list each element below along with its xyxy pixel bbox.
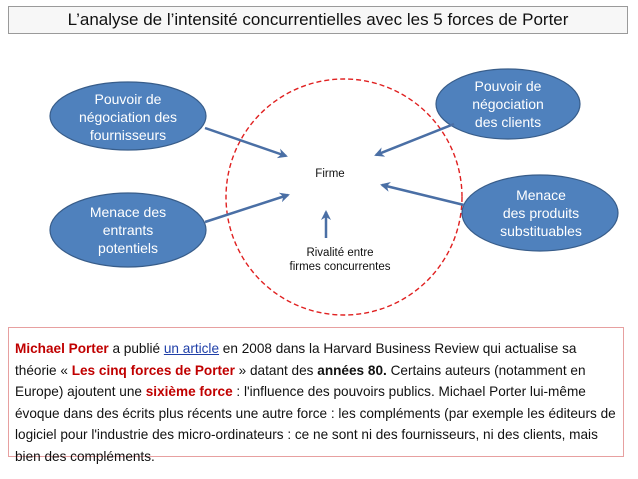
label-substituts (474, 184, 608, 242)
label-substituts-line3: substituables (500, 223, 582, 239)
text-segment-10: : l'influence des pouvoirs publics. Michael Porter lui-même évoque dans des écrits plus récents une autre force : les compléments (par exemple les éditeurs de logiciel pour l'industrie des micro-ordinateurs : ce ne sont ni des fournisseurs, ni des clients, mais bien des compléments. (15, 384, 616, 464)
rivalite-label (270, 246, 410, 274)
arrow-fournisseurs (205, 128, 286, 156)
arrow-substituts (382, 185, 464, 205)
firme-label: Firme (315, 168, 345, 180)
text-segment-4: en 2008 dans la Harvard Business Review qui actualise sa théorie « (15, 341, 577, 378)
label-clients-line3: des clients (474, 114, 542, 130)
rivalite-line1: Rivalité entre (306, 247, 374, 259)
label-fournisseurs-line2: négociation des (78, 109, 178, 125)
label-entrants (60, 201, 196, 259)
label-substituts-line2: des produits (502, 205, 580, 221)
label-fournisseurs-line1: Pouvoir de (94, 91, 162, 107)
label-fournisseurs-line3: fournisseurs (89, 127, 167, 143)
porter-note-box (8, 327, 624, 464)
label-entrants-line1: Menace des (89, 204, 167, 220)
text-segment-8: Certains auteurs (notamment en Europe) ajoutent une (15, 362, 586, 399)
label-clients (444, 75, 572, 133)
article-link[interactable]: un article (163, 341, 220, 356)
annees-80: années 80. (317, 362, 387, 378)
arrow-entrants (205, 195, 288, 222)
rivalite-line2: firmes concurrentes (289, 261, 391, 273)
title-text: L’analyse de l’intensité concurrentielles avec les 5 forces de Porter (67, 10, 569, 29)
label-clients-line1: Pouvoir de (474, 78, 542, 94)
sixieme-force: sixième force (145, 384, 233, 399)
five-forces-term: Les cinq forces de Porter (71, 362, 235, 378)
porter-name: Michael Porter (15, 341, 109, 356)
text-segment-6: » datant des (234, 362, 318, 378)
label-entrants-line3: potentiels (98, 240, 158, 256)
label-clients-line2: négociation (472, 96, 544, 112)
label-fournisseurs (60, 88, 196, 146)
label-substituts-line1: Menace (516, 187, 566, 203)
label-entrants-line2: entrants (102, 222, 154, 238)
text-segment-2: a publié (108, 341, 164, 356)
arrow-clients (376, 124, 454, 155)
